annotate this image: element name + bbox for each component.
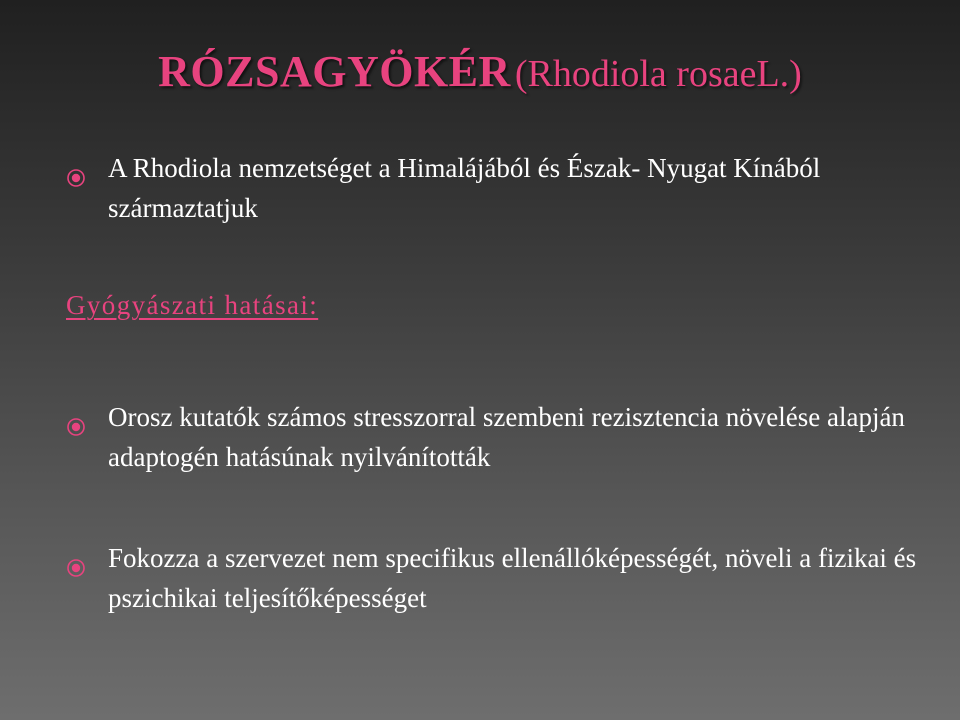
bullet-text: A Rhodiola nemzetséget a Himalájából és Észak- Nyugat Kínából származtatjuk	[108, 153, 821, 223]
slide-title	[0, 47, 960, 96]
radio-target-icon	[66, 159, 86, 179]
title-subtitle: (Rhodiola rosaeL.)	[514, 53, 802, 95]
bullet-text: Orosz kutatók számos stresszorral szembeni rezisztencia növelése alapján adaptogén hatásúnak nyilvánították	[108, 402, 905, 472]
bullet-item-adaptogen	[66, 397, 926, 477]
section-heading: Gyógyászati hatásai:	[66, 290, 319, 320]
bullet-item-origin	[66, 148, 926, 228]
radio-target-icon	[66, 549, 86, 569]
title-main: RÓZSAGYÖKÉR	[158, 47, 511, 96]
bullet-item-resistance	[66, 538, 926, 618]
bullet-text: Fokozza a szervezet nem specifikus ellenállóképességét, növeli a fizikai és pszichikai teljesítőképességet	[108, 543, 917, 613]
radio-target-icon	[66, 408, 86, 428]
